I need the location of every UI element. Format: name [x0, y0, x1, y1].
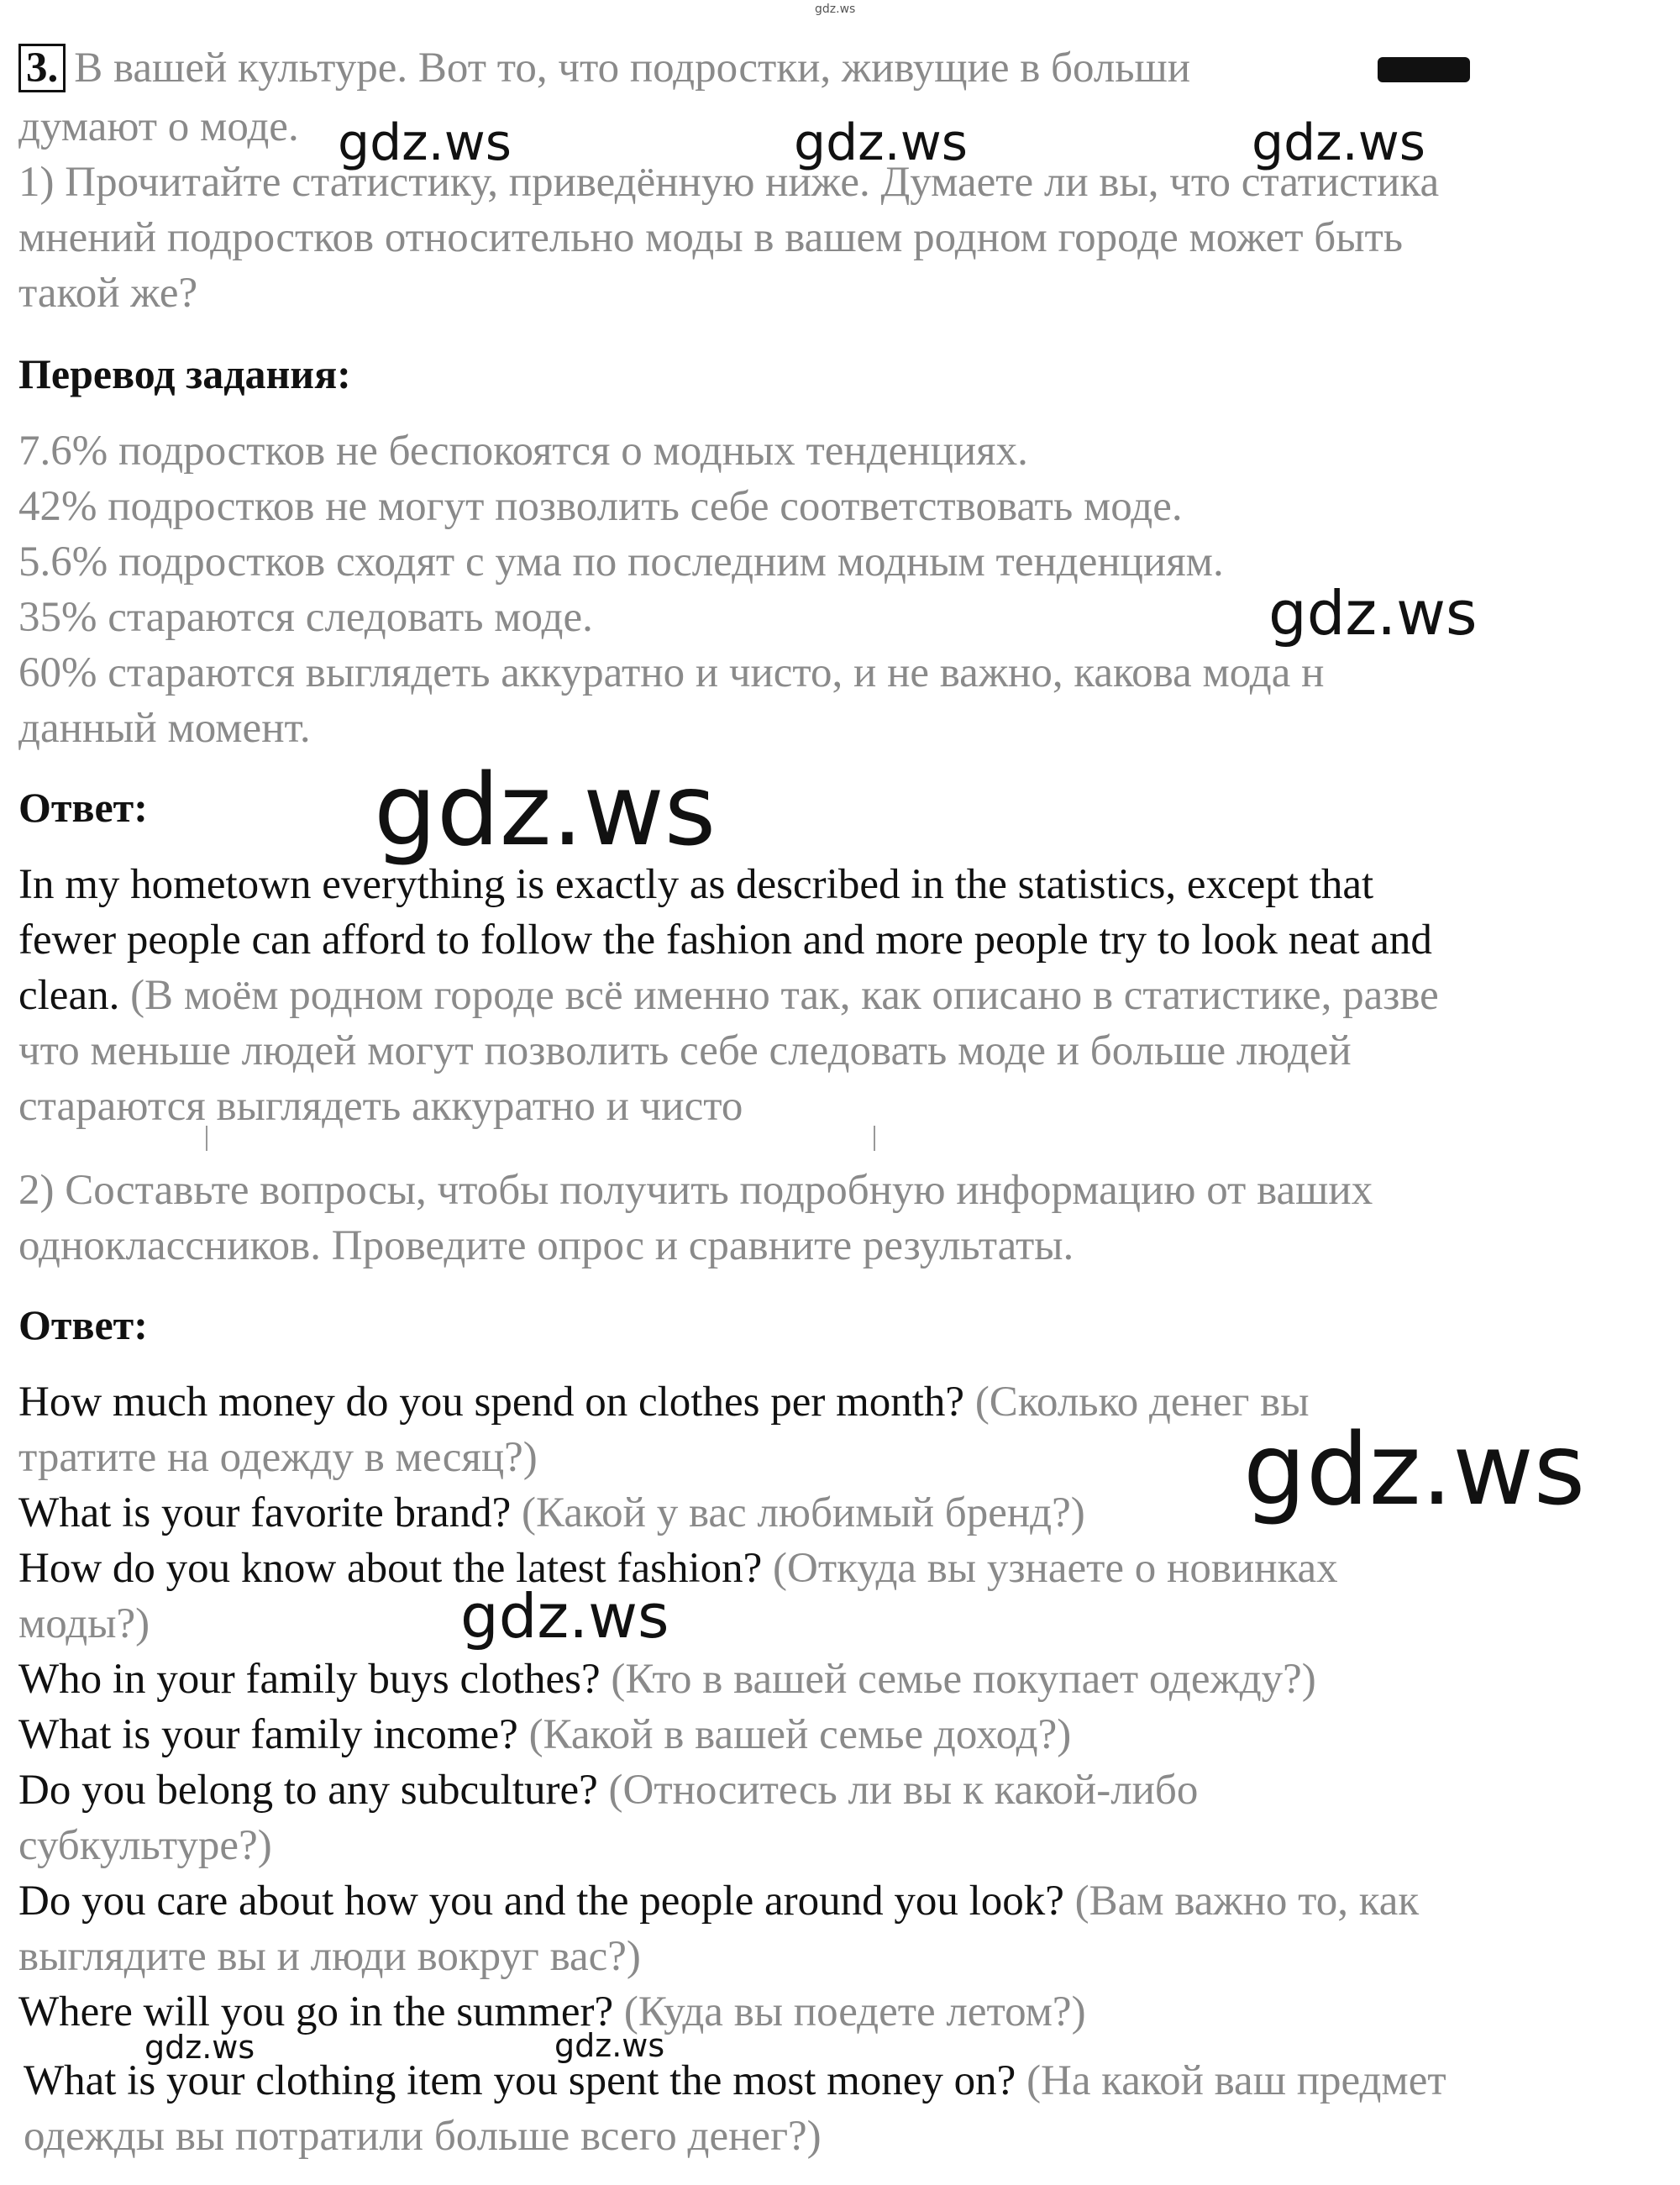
watermark-logo: gdz.ws: [794, 113, 969, 172]
answer1-heading: Ответ:: [18, 784, 148, 831]
watermark-logo: gdz.ws: [1243, 1411, 1586, 1527]
stat-line-6: данный момент.: [18, 705, 311, 752]
ink-smudge: [1378, 57, 1470, 82]
question-7-ru: (Вам важно то, как: [1074, 1878, 1420, 1925]
question-2-ru: (Какой у вас любимый бренд?): [522, 1489, 1085, 1536]
answer1-ru-line2: что меньше людей могут позволить себе следовать моде и больше людей: [18, 1027, 1352, 1074]
question-2: [18, 1485, 1085, 1541]
watermark-logo: gdz.ws: [338, 113, 512, 172]
translation-heading: Перевод задания:: [18, 350, 351, 397]
question-1-en: How much money do you spend on clothes per month?: [18, 1379, 965, 1426]
scan-artifact: [206, 1126, 207, 1151]
stat-line-4: 35% стараются следовать моде.: [18, 594, 593, 641]
question-5-en: What is your family income?: [18, 1711, 518, 1758]
answer1-en-line2: fewer people can afford to follow the fashion and more people try to look neat and: [18, 917, 1432, 964]
question-6-en: Do you belong to any subculture?: [18, 1767, 598, 1814]
watermark-logo: gdz.ws: [460, 1581, 669, 1652]
stat-line-5: 60% стараются выглядеть аккуратно и чисто, и не важно, какова мода н: [18, 649, 1325, 696]
task-intro-text: В вашей культуре. Вот то, что подростки, живущие в больши: [74, 45, 1191, 92]
question-7-en: Do you care about how you and the people around you look?: [18, 1878, 1064, 1925]
top-watermark: gdz.ws: [815, 3, 856, 16]
scan-artifact: [874, 1126, 875, 1151]
question-3-en: How do you know about the latest fashion?: [18, 1545, 763, 1592]
watermark-logo: gdz.ws: [1252, 113, 1426, 172]
task-question-line2: мнений подростков относительно моды в вашем родном городе может быть: [18, 214, 1404, 261]
stat-line-2: 42% подростков не могут позволить себе соответствовать моде.: [18, 483, 1183, 530]
question-2-en: What is your favorite brand?: [18, 1489, 512, 1536]
stat-line-1: 7.6% подростков не беспокоятся о модных тенденциях.: [18, 428, 1028, 475]
question-5: [18, 1707, 1071, 1762]
question-4-en: Who in your family buys clothes?: [18, 1656, 601, 1703]
task-intro-line2: думают о моде.: [18, 103, 299, 150]
watermark-logo: gdz.ws: [374, 752, 717, 868]
question-6-ru: (Относитесь ли вы к какой-либо: [608, 1767, 1199, 1814]
question-8-en: Where will you go in the summer?: [18, 1988, 614, 2035]
task-number: 3.: [18, 44, 66, 92]
question-6-ru-cont: субкультуре?): [18, 1822, 272, 1869]
answer1-ru-line3: стараются выглядеть аккуратно и чисто: [18, 1083, 743, 1130]
question-9-ru: (На какой ваш предмет: [1026, 2057, 1446, 2104]
question-5-ru: (Какой в вашей семье доход?): [528, 1711, 1072, 1758]
question-7-ru-cont: выглядите вы и люди вокруг вас?): [18, 1933, 641, 1980]
question-1-ru: (Сколько денег вы: [974, 1379, 1310, 1426]
answer1-en-line1: In my hometown everything is exactly as described in the statistics, except that: [18, 861, 1374, 908]
question-8-ru: (Куда вы поедете летом?): [623, 1988, 1086, 2035]
task2-line1: 2) Составьте вопросы, чтобы получить подробную информацию от ваших: [18, 1167, 1373, 1214]
question-4: [18, 1652, 1316, 1707]
question-1-ru-cont: тратите на одежду в месяц?): [18, 1434, 538, 1481]
question-4-ru: (Кто в вашей семье покупает одежду?): [611, 1656, 1316, 1703]
answer1-ru-line1: (В моём родном городе всё именно так, как описано в статистике, разве: [130, 972, 1439, 1019]
answer1-line3: [18, 968, 1439, 1023]
question-3-ru: (Откуда вы узнаете о новинках: [773, 1545, 1338, 1592]
question-6: [18, 1762, 1198, 1818]
question-9-ru-cont: одежды вы потратили больше всего денег?): [24, 2113, 822, 2160]
watermark-logo: gdz.ws: [554, 2027, 665, 2064]
watermark-logo: gdz.ws: [144, 2029, 255, 2066]
question-7: [18, 1873, 1419, 1929]
question-3: [18, 1541, 1338, 1596]
task-question-line1: 1) Прочитайте статистику, приведённую ниже. Думаете ли вы, что статистика: [18, 159, 1440, 206]
answer1-en-line3: clean.: [18, 972, 120, 1019]
stat-line-3: 5.6% подростков сходят с ума по последним модным тенденциям.: [18, 538, 1224, 586]
question-3-ru-cont: моды?): [18, 1600, 150, 1647]
question-1: [18, 1374, 1310, 1430]
answer2-heading: Ответ:: [18, 1301, 148, 1348]
task-question-line3: такой же?: [18, 270, 198, 317]
task2-line2: одноклассников. Проведите опрос и сравните результаты.: [18, 1222, 1074, 1269]
watermark-logo: gdz.ws: [1268, 578, 1478, 649]
question-9-en: What is your clothing item you spent the most money on?: [24, 2057, 1016, 2104]
task-header-line: [18, 40, 1190, 96]
